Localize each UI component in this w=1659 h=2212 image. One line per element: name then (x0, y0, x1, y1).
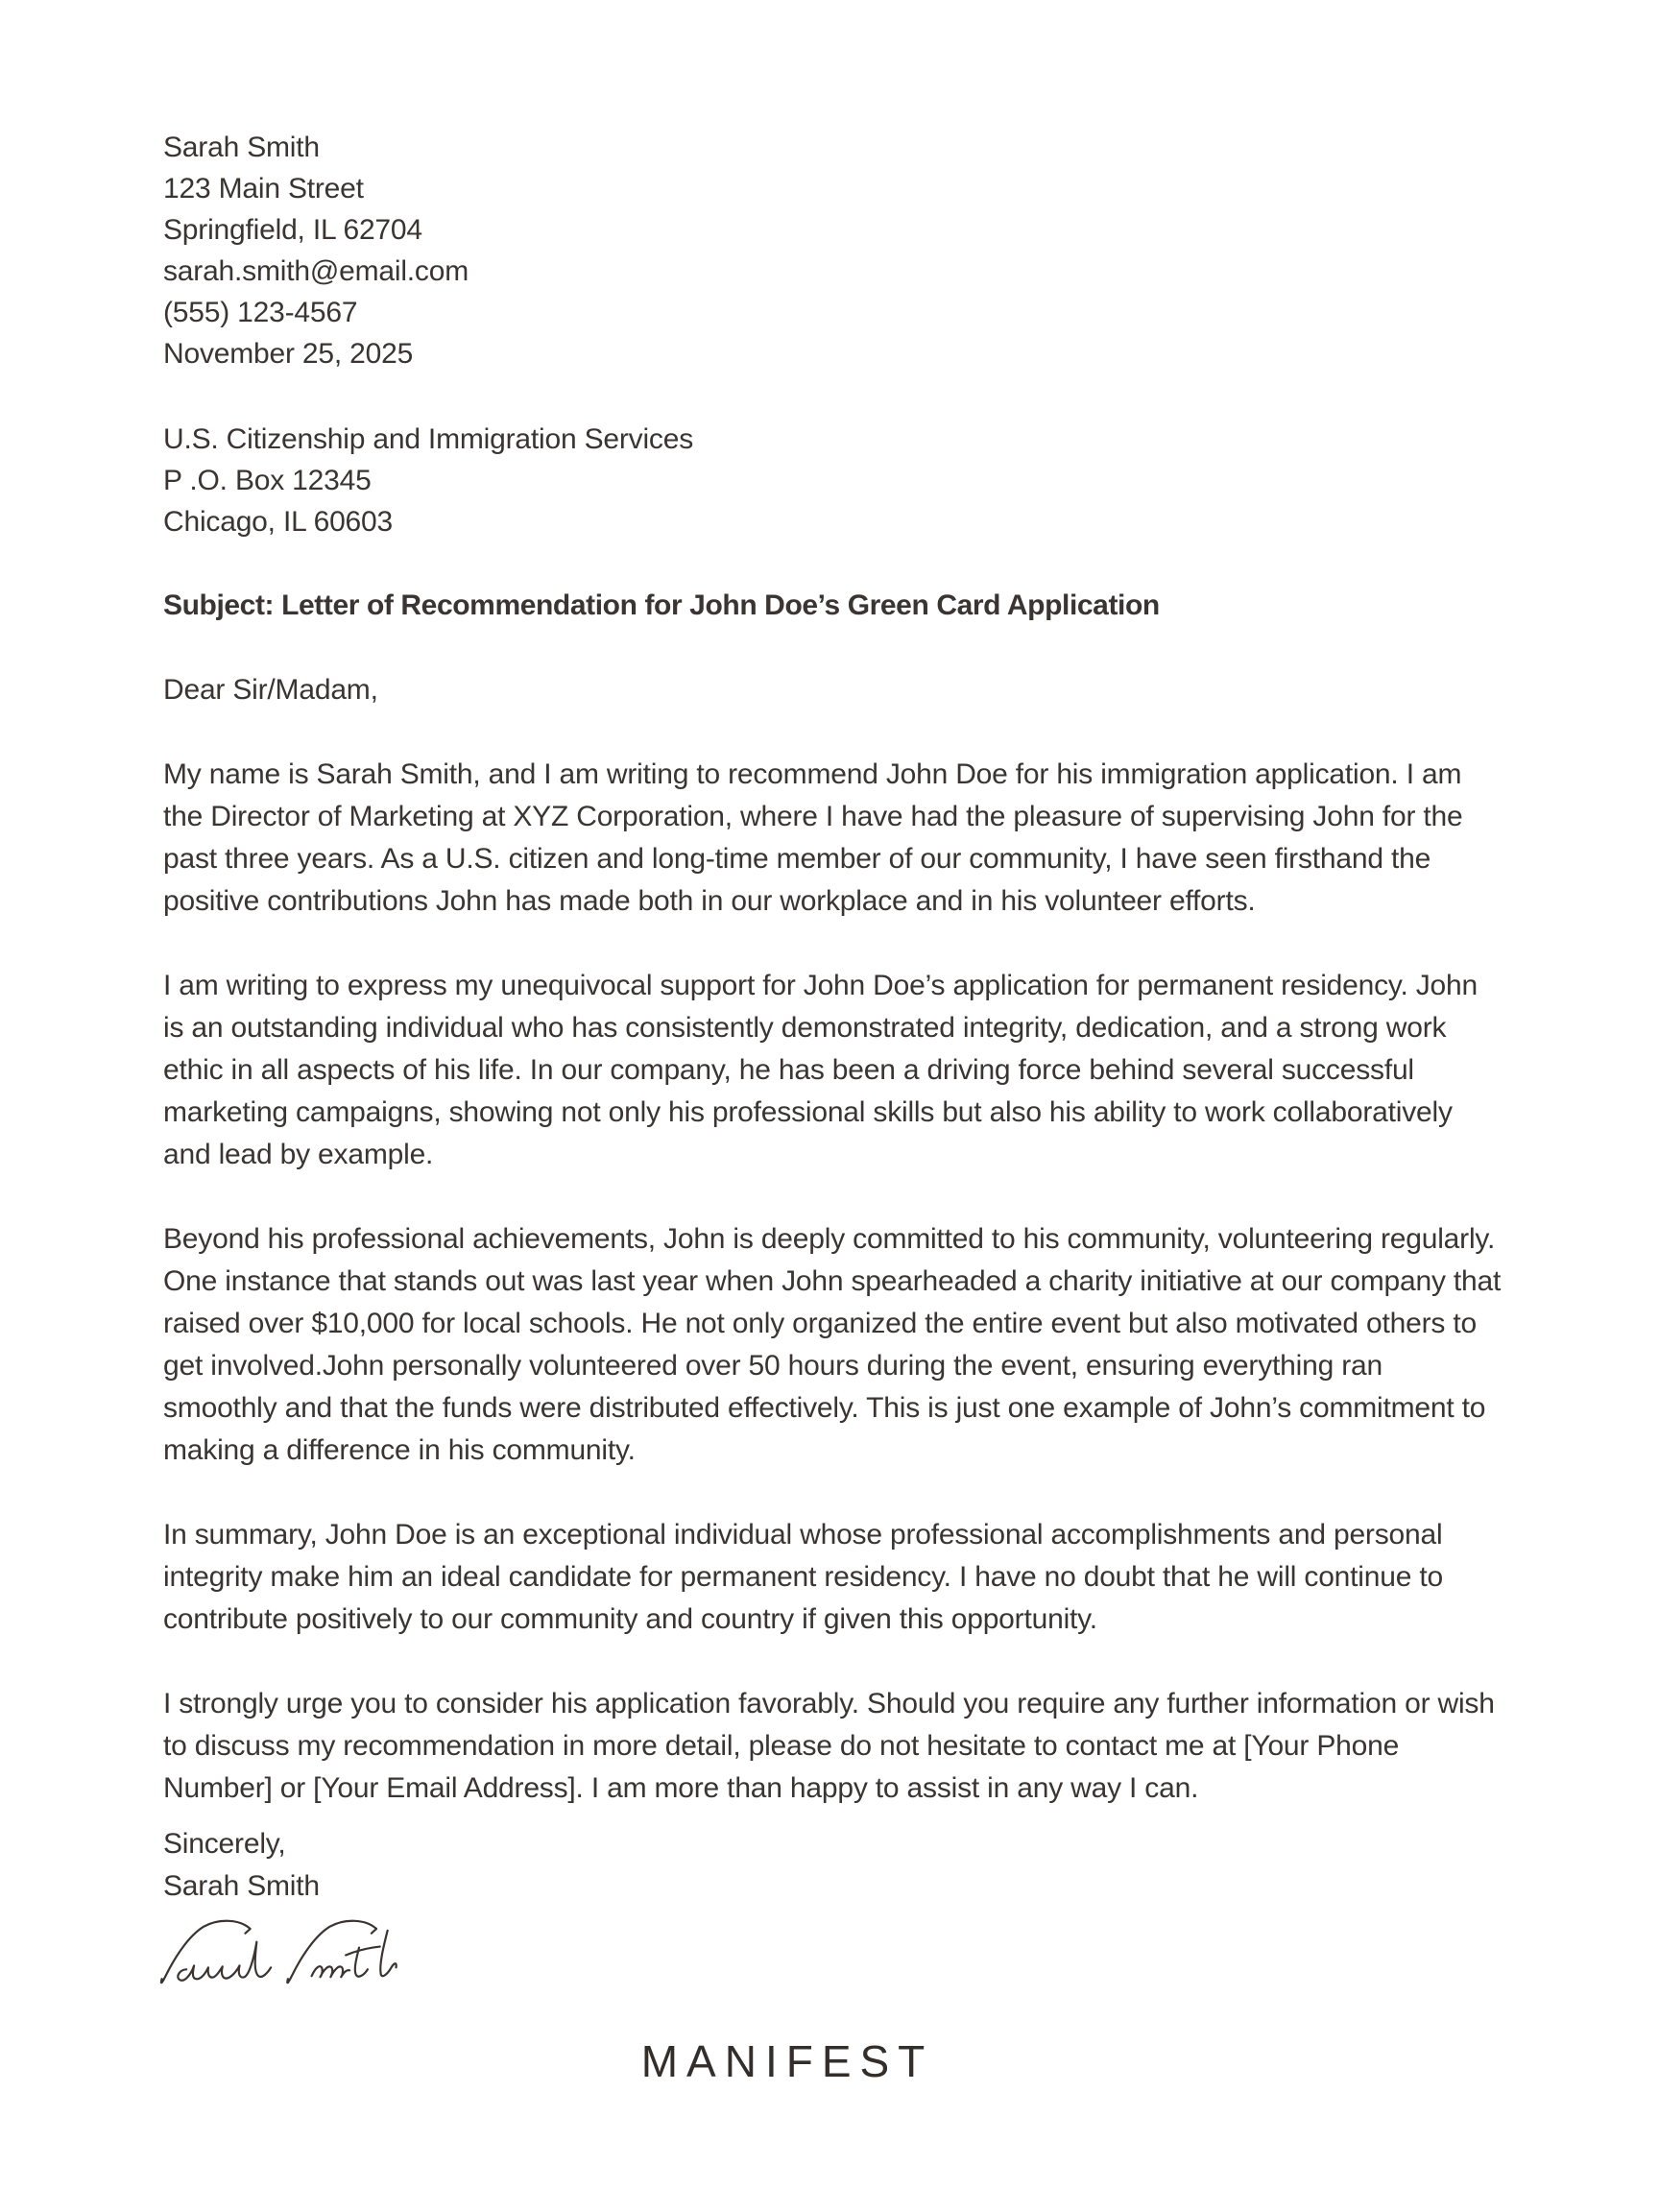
footer-logo-row (641, 2035, 934, 2087)
sender-city: Springfield, IL 62704 (163, 214, 422, 246)
body-paragraph-2: I am writing to express my unequivocal support for John Doe’s application for permanent residency. John is an outstanding individual who has consistently demonstrated integrity, dedication, and a strong work ethic in all aspects of his life. In our company, he has been a driving force behind several successful marketing campaigns, showing not only his professional skills but also his ability to work collaboratively and lead by example. (163, 970, 1479, 1170)
body-paragraph-5: I strongly urge you to consider his application favorably. Should you require any further information or wish to discuss my recommendation in more detail, please do not hesitate to contact me at [Your Phone Number] or [Your Email Address]. I am more than happy to assist in any way I can. (163, 1688, 1495, 1804)
closing-block (163, 1823, 1503, 1908)
letter-date: November 25, 2025 (163, 338, 414, 370)
subject-line: Subject: Letter of Recommendation for John Doe’s Green Card Application (163, 589, 1160, 621)
brand-logo: MANIFEST (640, 2036, 934, 2086)
body-paragraph-1: My name is Sarah Smith, and I am writing to recommend John Doe for his immigration application. I am the Director of Marketing at XYZ Corporation, where I have had the pleasure of supervising John for the past three years. As a U.S. citizen and long-time member of our community, I have seen firsthand the positive contributions John has made both in our workplace and in his volunteer efforts. (163, 758, 1463, 917)
valediction: Sincerely, (163, 1828, 286, 1860)
signer-name: Sarah Smith (163, 1870, 320, 1902)
sender-name: Sarah Smith (163, 132, 320, 163)
recipient-city: Chicago, IL 60603 (163, 506, 394, 538)
recipient-po-box: P .O. Box 12345 (163, 465, 372, 496)
salutation: Dear Sir/Madam, (163, 674, 378, 706)
sender-street: 123 Main Street (163, 173, 364, 204)
sender-block (163, 127, 1503, 374)
sender-phone: (555) 123-4567 (163, 297, 358, 328)
recipient-org: U.S. Citizenship and Immigration Services (163, 423, 694, 455)
signature-image (157, 1915, 405, 1993)
body-paragraph-3: Beyond his professional achievements, John is deeply committed to his community, volunteering regularly. One instance that stands out was last year when John spearheaded a charity initiative at our company that raised over $10,000 for local schools. He not only organized the entire event but also motivated others to get involved.John personally volunteered over 50 hours during the event, ensuring everything ran smoothly and that the funds were distributed effectively. This is just one example of John’s commitment to making a difference in his community. (163, 1223, 1502, 1466)
body-paragraph-4: In summary, John Doe is an exceptional individual whose professional accomplishments and personal integrity make him an ideal candidate for permanent residency. I have no doubt that he will continue to contribute positively to our community and country if given this opportunity. (163, 1519, 1443, 1635)
sender-email: sarah.smith@email.com (163, 255, 469, 287)
recipient-block (163, 419, 1503, 542)
